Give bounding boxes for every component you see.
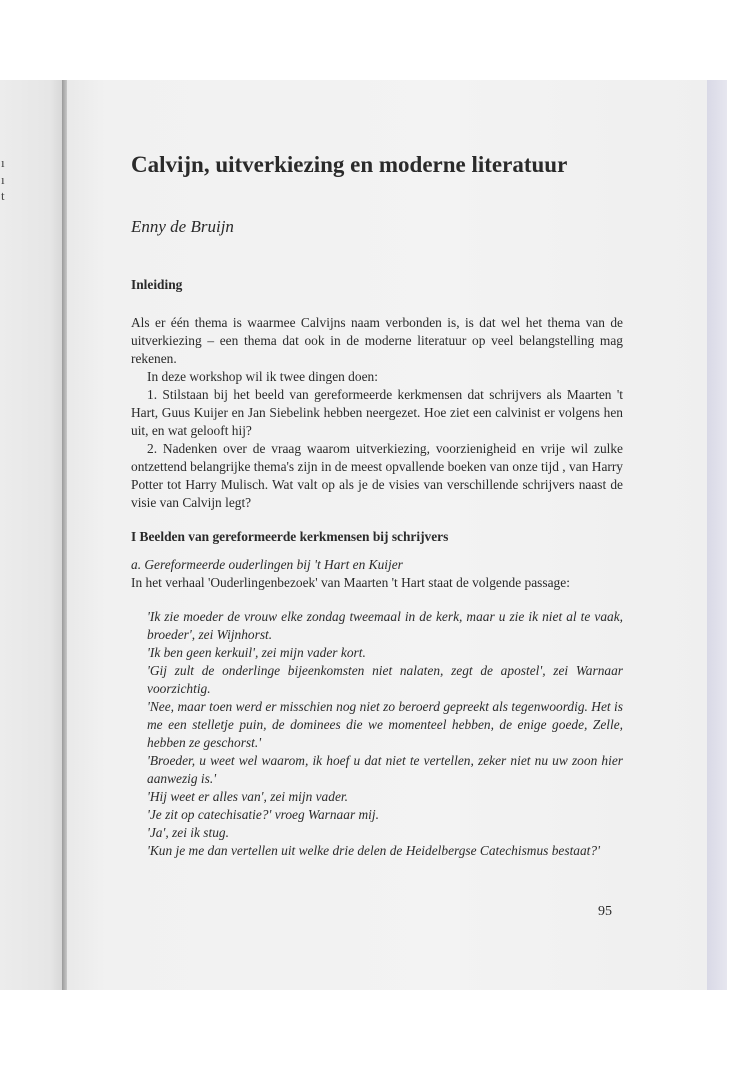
subsection-heading: a. Gereformeerde ouderlingen bij 't Hart en Kuijer <box>131 557 403 572</box>
author-name: Enny de Bruijn <box>131 217 234 236</box>
section-heading: I Beelden van gereformeerde kerkmensen bij schrijvers <box>131 529 449 544</box>
facing-page-edge <box>0 80 62 990</box>
subsection-intro: In het verhaal 'Ouderlingenbezoek' van Maarten 't Hart staat de volgende passage: <box>131 575 570 590</box>
quote-line: 'Ik ben geen kerkuil', zei mijn vader kort. <box>147 645 366 660</box>
quote-line: 'Je zit op catechisatie?' vroeg Warnaar mij. <box>147 807 379 822</box>
intro-paragraph: Als er één thema is waarmee Calvijns naam verbonden is, is dat wel het thema van de uitverkiezing – een thema dat ook in de moderne literatuur op veel belangstelling mag rekenen. <box>131 315 623 366</box>
quote-line: 'Broeder, u weet wel waarom, ik hoef u dat niet te vertellen, zeker niet nu uw zoon hier aanwezig is.' <box>147 753 623 786</box>
intro-paragraph: In deze workshop wil ik twee dingen doen: <box>147 369 378 384</box>
chapter-title: Calvijn, uitverkiezing en moderne literatuur <box>131 152 568 177</box>
quote-line: 'Gij zult de onderlinge bijeenkomsten niet nalaten, zegt de apostel', zei Warnaar voorzichtig. <box>147 663 623 696</box>
quote-line: 'Kun je me dan vertellen uit welke drie delen de Heidelbergse Catechismus bestaat?' <box>147 843 600 858</box>
facing-page-fragment: t <box>1 188 5 203</box>
intro-paragraph: 2. Nadenken over de vraag waarom uitverkiezing, voorzienigheid en vrije wil zulke ontzettend belangrijke thema's zijn in de meest opvallende boeken van onze tijd , van Harry Potter tot Harry Mulisch. Wat valt op als je de visies van verschillende schrijvers naast de visie van Calvijn legt? <box>131 441 623 510</box>
page-content <box>131 150 623 860</box>
facing-page-fragment: ı <box>1 172 5 187</box>
intro-heading: Inleiding <box>131 277 183 292</box>
quote-line: 'Hij weet er alles van', zei mijn vader. <box>147 789 348 804</box>
intro-paragraph: 1. Stilstaan bij het beeld van gereformeerde kerkmensen dat schrijvers als Maarten 't Hart, Guus Kuijer en Jan Siebelink hebben neergezet. Hoe ziet een calvinist er volgens hen uit, en wat gelooft hij? <box>131 387 623 438</box>
block-quote <box>147 608 623 860</box>
page-number: 95 <box>598 904 612 919</box>
quote-line: 'Nee, maar toen werd er misschien nog niet zo beroerd gepreekt als tegenwoordig. Het is me een stelletje puin, de dominees die we momenteel hebben, de enige goede, Zelle, hebben ze geschorst.' <box>147 699 623 750</box>
page-edge <box>707 80 727 990</box>
quote-line: 'Ja', zei ik stug. <box>147 825 229 840</box>
quote-line: 'Ik zie moeder de vrouw elke zondag tweemaal in de kerk, maar u zie ik niet al te vaak, broeder', zei Wijnhorst. <box>147 609 623 642</box>
facing-page-fragment: ı <box>1 155 5 170</box>
